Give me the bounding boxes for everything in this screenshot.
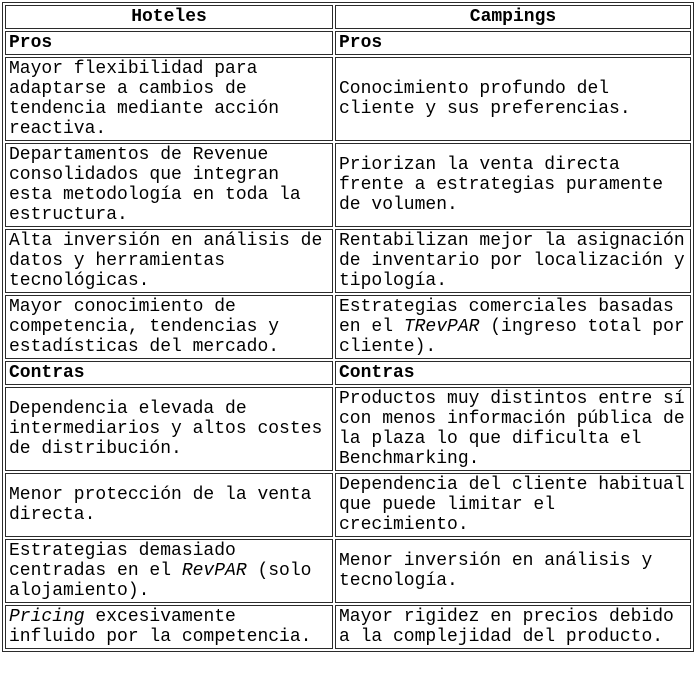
section-header-cell: Pros	[335, 31, 691, 55]
table-cell: Alta inversión en análisis de datos y herramientas tecnológicas.	[5, 229, 333, 293]
table-cell: Rentabilizan mejor la asignación de inventario por localización y tipología.	[335, 229, 691, 293]
table-cell: Priorizan la venta directa frente a estrategias puramente de volumen.	[335, 143, 691, 227]
italic-term: RevPAR	[181, 561, 247, 581]
table-cell: Menor inversión en análisis y tecnología.	[335, 539, 691, 603]
table-row	[5, 539, 691, 603]
table-row	[5, 295, 691, 359]
table-cell: Menor protección de la venta directa.	[5, 473, 333, 537]
table-cell: Estrategias demasiado centradas en el RevPAR (solo alojamiento).	[5, 539, 333, 603]
table-row	[5, 229, 691, 293]
italic-term: Pricing	[9, 607, 85, 627]
table-body	[5, 31, 691, 649]
table-cell: Pricing excesivamente influido por la competencia.	[5, 605, 333, 649]
table-cell: Dependencia del cliente habitual que puede limitar el crecimiento.	[335, 473, 691, 537]
section-header-cell: Contras	[335, 361, 691, 385]
section-header-cell: Contras	[5, 361, 333, 385]
section-row	[5, 31, 691, 55]
table-row	[5, 387, 691, 471]
comparison-table	[2, 2, 694, 652]
section-row	[5, 361, 691, 385]
table-cell: Conocimiento profundo del cliente y sus preferencias.	[335, 57, 691, 141]
italic-term: TRevPAR	[403, 317, 480, 337]
table-cell: Productos muy distintos entre sí con menos información pública de la plaza lo que dificulta el Benchmarking.	[335, 387, 691, 471]
table-row	[5, 143, 691, 227]
table-row	[5, 605, 691, 649]
column-header-hoteles: Hoteles	[5, 5, 333, 29]
table-cell: Mayor rigidez en precios debido a la complejidad del producto.	[335, 605, 691, 649]
table-cell: Mayor flexibilidad para adaptarse a cambios de tendencia mediante acción reactiva.	[5, 57, 333, 141]
table-row	[5, 57, 691, 141]
table-row	[5, 473, 691, 537]
header-row	[5, 5, 691, 29]
table-cell: Dependencia elevada de intermediarios y altos costes de distribución.	[5, 387, 333, 471]
table-cell: Departamentos de Revenue consolidados que integran esta metodología en toda la estructura.	[5, 143, 333, 227]
section-header-cell: Pros	[5, 31, 333, 55]
column-header-campings: Campings	[335, 5, 691, 29]
table-cell: Mayor conocimiento de competencia, tendencias y estadísticas del mercado.	[5, 295, 333, 359]
table-cell: Estrategias comerciales basadas en el TRevPAR (ingreso total por cliente).	[335, 295, 691, 359]
